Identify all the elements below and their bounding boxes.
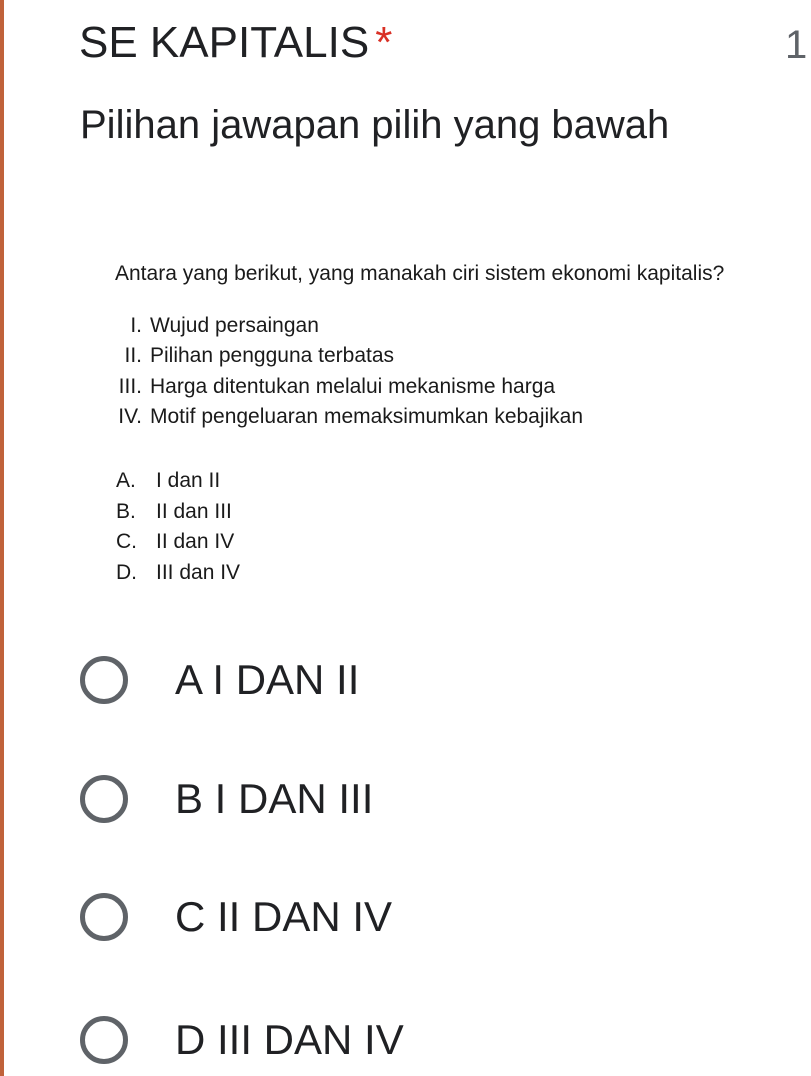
option-a[interactable]	[80, 652, 780, 712]
statement-text: Harga ditentukan melalui mekanisme harga	[150, 375, 556, 398]
statement-text: Motif pengeluaran memaksimumkan kebajikan	[150, 405, 584, 428]
option-label[interactable]: C II DAN IV	[175, 893, 393, 940]
option-b[interactable]	[80, 771, 780, 831]
choice-item	[116, 499, 232, 525]
radio-button[interactable]	[80, 893, 128, 941]
choice-letter: B.	[116, 500, 136, 523]
statement-item	[104, 313, 319, 339]
points-value: 1	[785, 23, 808, 67]
option-c[interactable]	[80, 889, 780, 949]
statement-number: I.	[130, 314, 142, 337]
option-d[interactable]	[80, 1012, 780, 1072]
radio-button[interactable]	[80, 1016, 128, 1064]
question-title	[79, 18, 392, 68]
choice-letter: C.	[116, 530, 137, 553]
choice-item	[116, 529, 234, 555]
choice-text: III dan IV	[156, 561, 241, 584]
statement-text: Wujud persaingan	[150, 314, 319, 337]
statement-item	[104, 374, 555, 400]
statement-number: III.	[118, 375, 142, 398]
option-label[interactable]: B I DAN III	[175, 775, 374, 822]
radio-button[interactable]	[80, 656, 128, 704]
option-label[interactable]: A I DAN II	[175, 656, 360, 703]
question-image	[104, 255, 811, 595]
choice-item	[116, 560, 240, 586]
choice-letter: D.	[116, 561, 137, 584]
statement-number: II.	[124, 344, 142, 367]
question-description: Pilihan jawapan pilih yang bawah	[80, 103, 670, 147]
radio-button[interactable]	[80, 775, 128, 823]
required-asterisk: *	[375, 18, 393, 67]
choice-text: II dan IV	[156, 530, 235, 553]
choice-letter: A.	[116, 469, 136, 492]
choice-item	[116, 468, 220, 494]
statement-number: IV.	[118, 405, 142, 428]
choice-text: II dan III	[156, 500, 232, 523]
option-label[interactable]: D III DAN IV	[175, 1016, 404, 1063]
statement-item	[104, 343, 394, 369]
statement-item	[104, 404, 583, 430]
question-card	[4, 0, 811, 1076]
statement-text: Pilihan pengguna terbatas	[150, 344, 395, 367]
question-stem: Antara yang berikut, yang manakah ciri sistem ekonomi kapitalis?	[115, 262, 725, 285]
question-title-text: SE KAPITALIS	[79, 18, 370, 67]
choice-text: I dan II	[156, 469, 221, 492]
